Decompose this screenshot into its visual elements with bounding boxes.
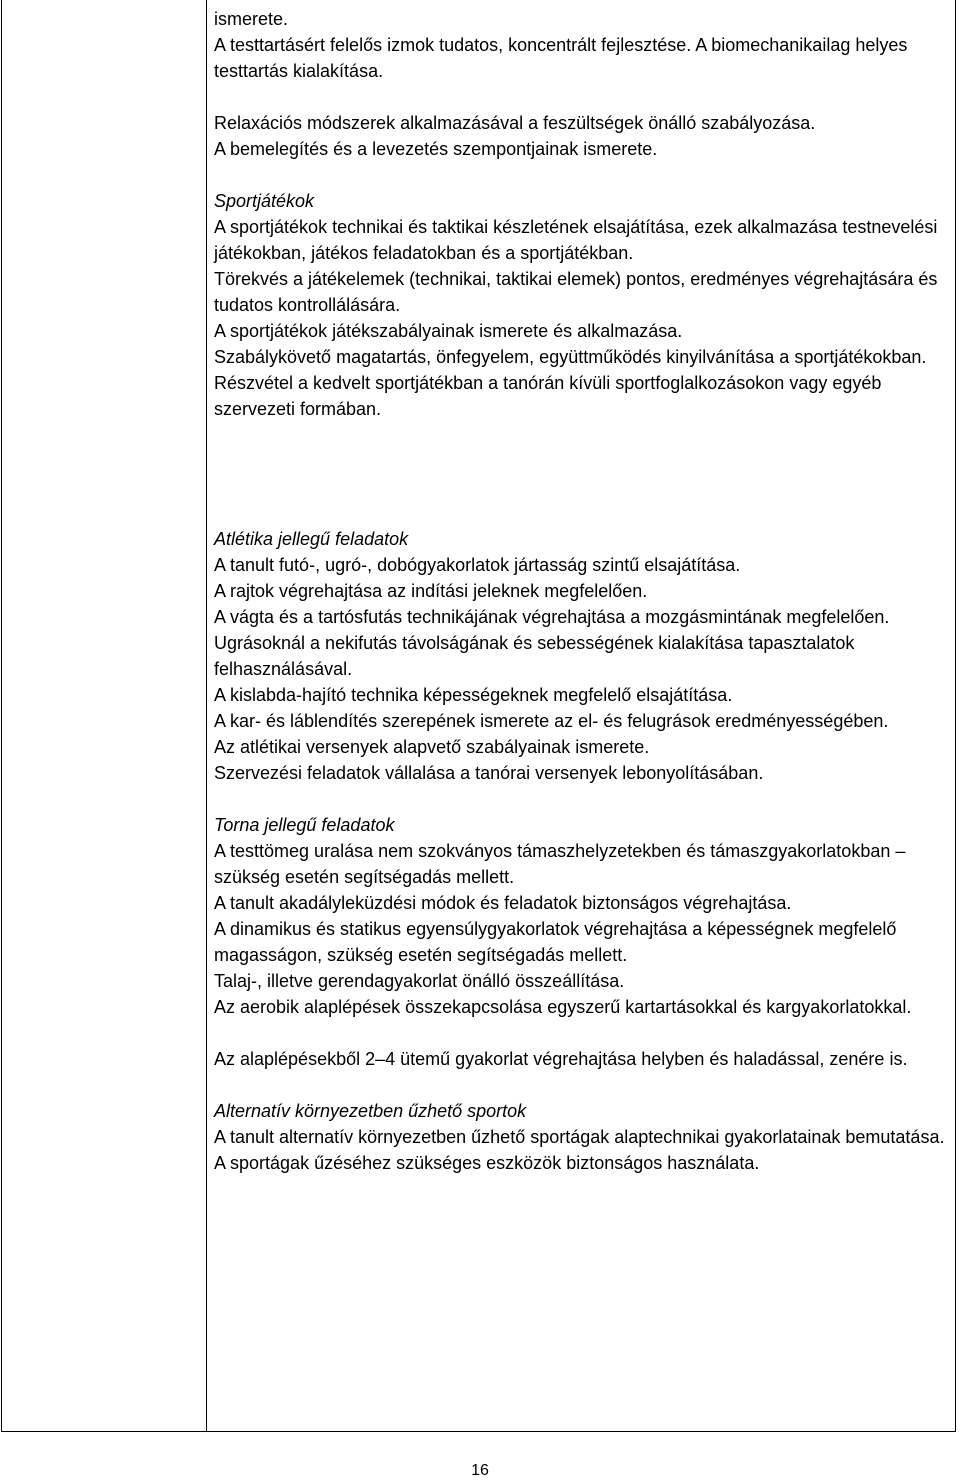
text-line: A testtömeg uralása nem szokványos támaszhelyzetekben és támaszgyakorlatokban – szükség esetén segítségadás mellett. bbox=[214, 841, 906, 887]
text-line: A sportjátékok játékszabályainak ismerete és alkalmazása. bbox=[214, 321, 683, 341]
text-line: A rajtok végrehajtása az indítási jeleknek megfelelően. bbox=[214, 581, 648, 601]
text-line: A sportágak űzéséhez szükséges eszközök biztonságos használata. bbox=[214, 1153, 760, 1173]
text-line: Szabálykövető magatartás, önfegyelem, együttműködés kinyilvánítása a sportjátékokban. bbox=[214, 347, 927, 367]
content-cell bbox=[214, 6, 952, 1176]
page-number: 16 bbox=[471, 1462, 489, 1479]
text-line: A bemelegítés és a levezetés szempontjainak ismerete. bbox=[214, 139, 658, 159]
text-line: A tanult alternatív környezetben űzhető sportágak alaptechnikai gyakorlatainak bemutatása. bbox=[214, 1127, 945, 1147]
text-line: A sportjátékok technikai és taktikai készletének elsajátítása, ezek alkalmazása testnevelési játékokban, játékos feladatokban és a sportjátékban. bbox=[214, 217, 938, 263]
text-line: Szervezési feladatok vállalása a tanórai versenyek lebonyolításában. bbox=[214, 763, 764, 783]
text-line: Relaxációs módszerek alkalmazásával a feszültségek önálló szabályozása. bbox=[214, 113, 816, 133]
text-line: A tanult akadályleküzdési módok és feladatok biztonságos végrehajtása. bbox=[214, 893, 792, 913]
text-line: A vágta és a tartósfutás technikájának végrehajtása a mozgásmintának megfelelően. bbox=[214, 607, 890, 627]
text-line: Az aerobik alaplépések összekapcsolása egyszerű kartartásokkal és kargyakorlatokkal. bbox=[214, 997, 912, 1017]
text-line: A kislabda-hajító technika képességeknek megfelelő elsajátítása. bbox=[214, 685, 733, 705]
column-divider bbox=[206, 0, 207, 1432]
text-line: Az atlétikai versenyek alapvető szabályainak ismerete. bbox=[214, 737, 650, 757]
section-heading-atletika: Atlétika jellegű feladatok bbox=[214, 529, 409, 549]
text-line: A kar- és láblendítés szerepének ismerete az el- és felugrások eredményességében. bbox=[214, 711, 889, 731]
section-heading-sportjatekok: Sportjátékok bbox=[214, 191, 315, 211]
text-line: A testtartásért felelős izmok tudatos, koncentrált fejlesztése. A biomechanikailag helyes testtartás kialakítása. bbox=[214, 35, 908, 81]
text-line: Talaj-, illetve gerendagyakorlat önálló összeállítása. bbox=[214, 971, 625, 991]
text-line: ismerete. bbox=[214, 9, 289, 29]
text-line: Törekvés a játékelemek (technikai, taktikai elemek) pontos, eredményes végrehajtására és tudatos kontrollálására. bbox=[214, 269, 938, 315]
text-line: A tanult futó-, ugró-, dobógyakorlatok jártasság szintű elsajátítása. bbox=[214, 555, 741, 575]
section-heading-alternativ: Alternatív környezetben űzhető sportok bbox=[214, 1101, 527, 1121]
text-line: Részvétel a kedvelt sportjátékban a tanórán kívüli sportfoglalkozásokon vagy egyéb szervezeti formában. bbox=[214, 373, 882, 419]
text-line: Az alaplépésekből 2–4 ütemű gyakorlat végrehajtása helyben és haladással, zenére is. bbox=[214, 1049, 908, 1069]
text-line: Ugrásoknál a nekifutás távolságának és sebességének kialakítása tapasztalatok felhasználásával. bbox=[214, 633, 855, 679]
text-line: A dinamikus és statikus egyensúlygyakorlatok végrehajtása a képességnek megfelelő magasságon, szükség esetén segítségadás mellett. bbox=[214, 919, 897, 965]
section-heading-torna: Torna jellegű feladatok bbox=[214, 815, 395, 835]
